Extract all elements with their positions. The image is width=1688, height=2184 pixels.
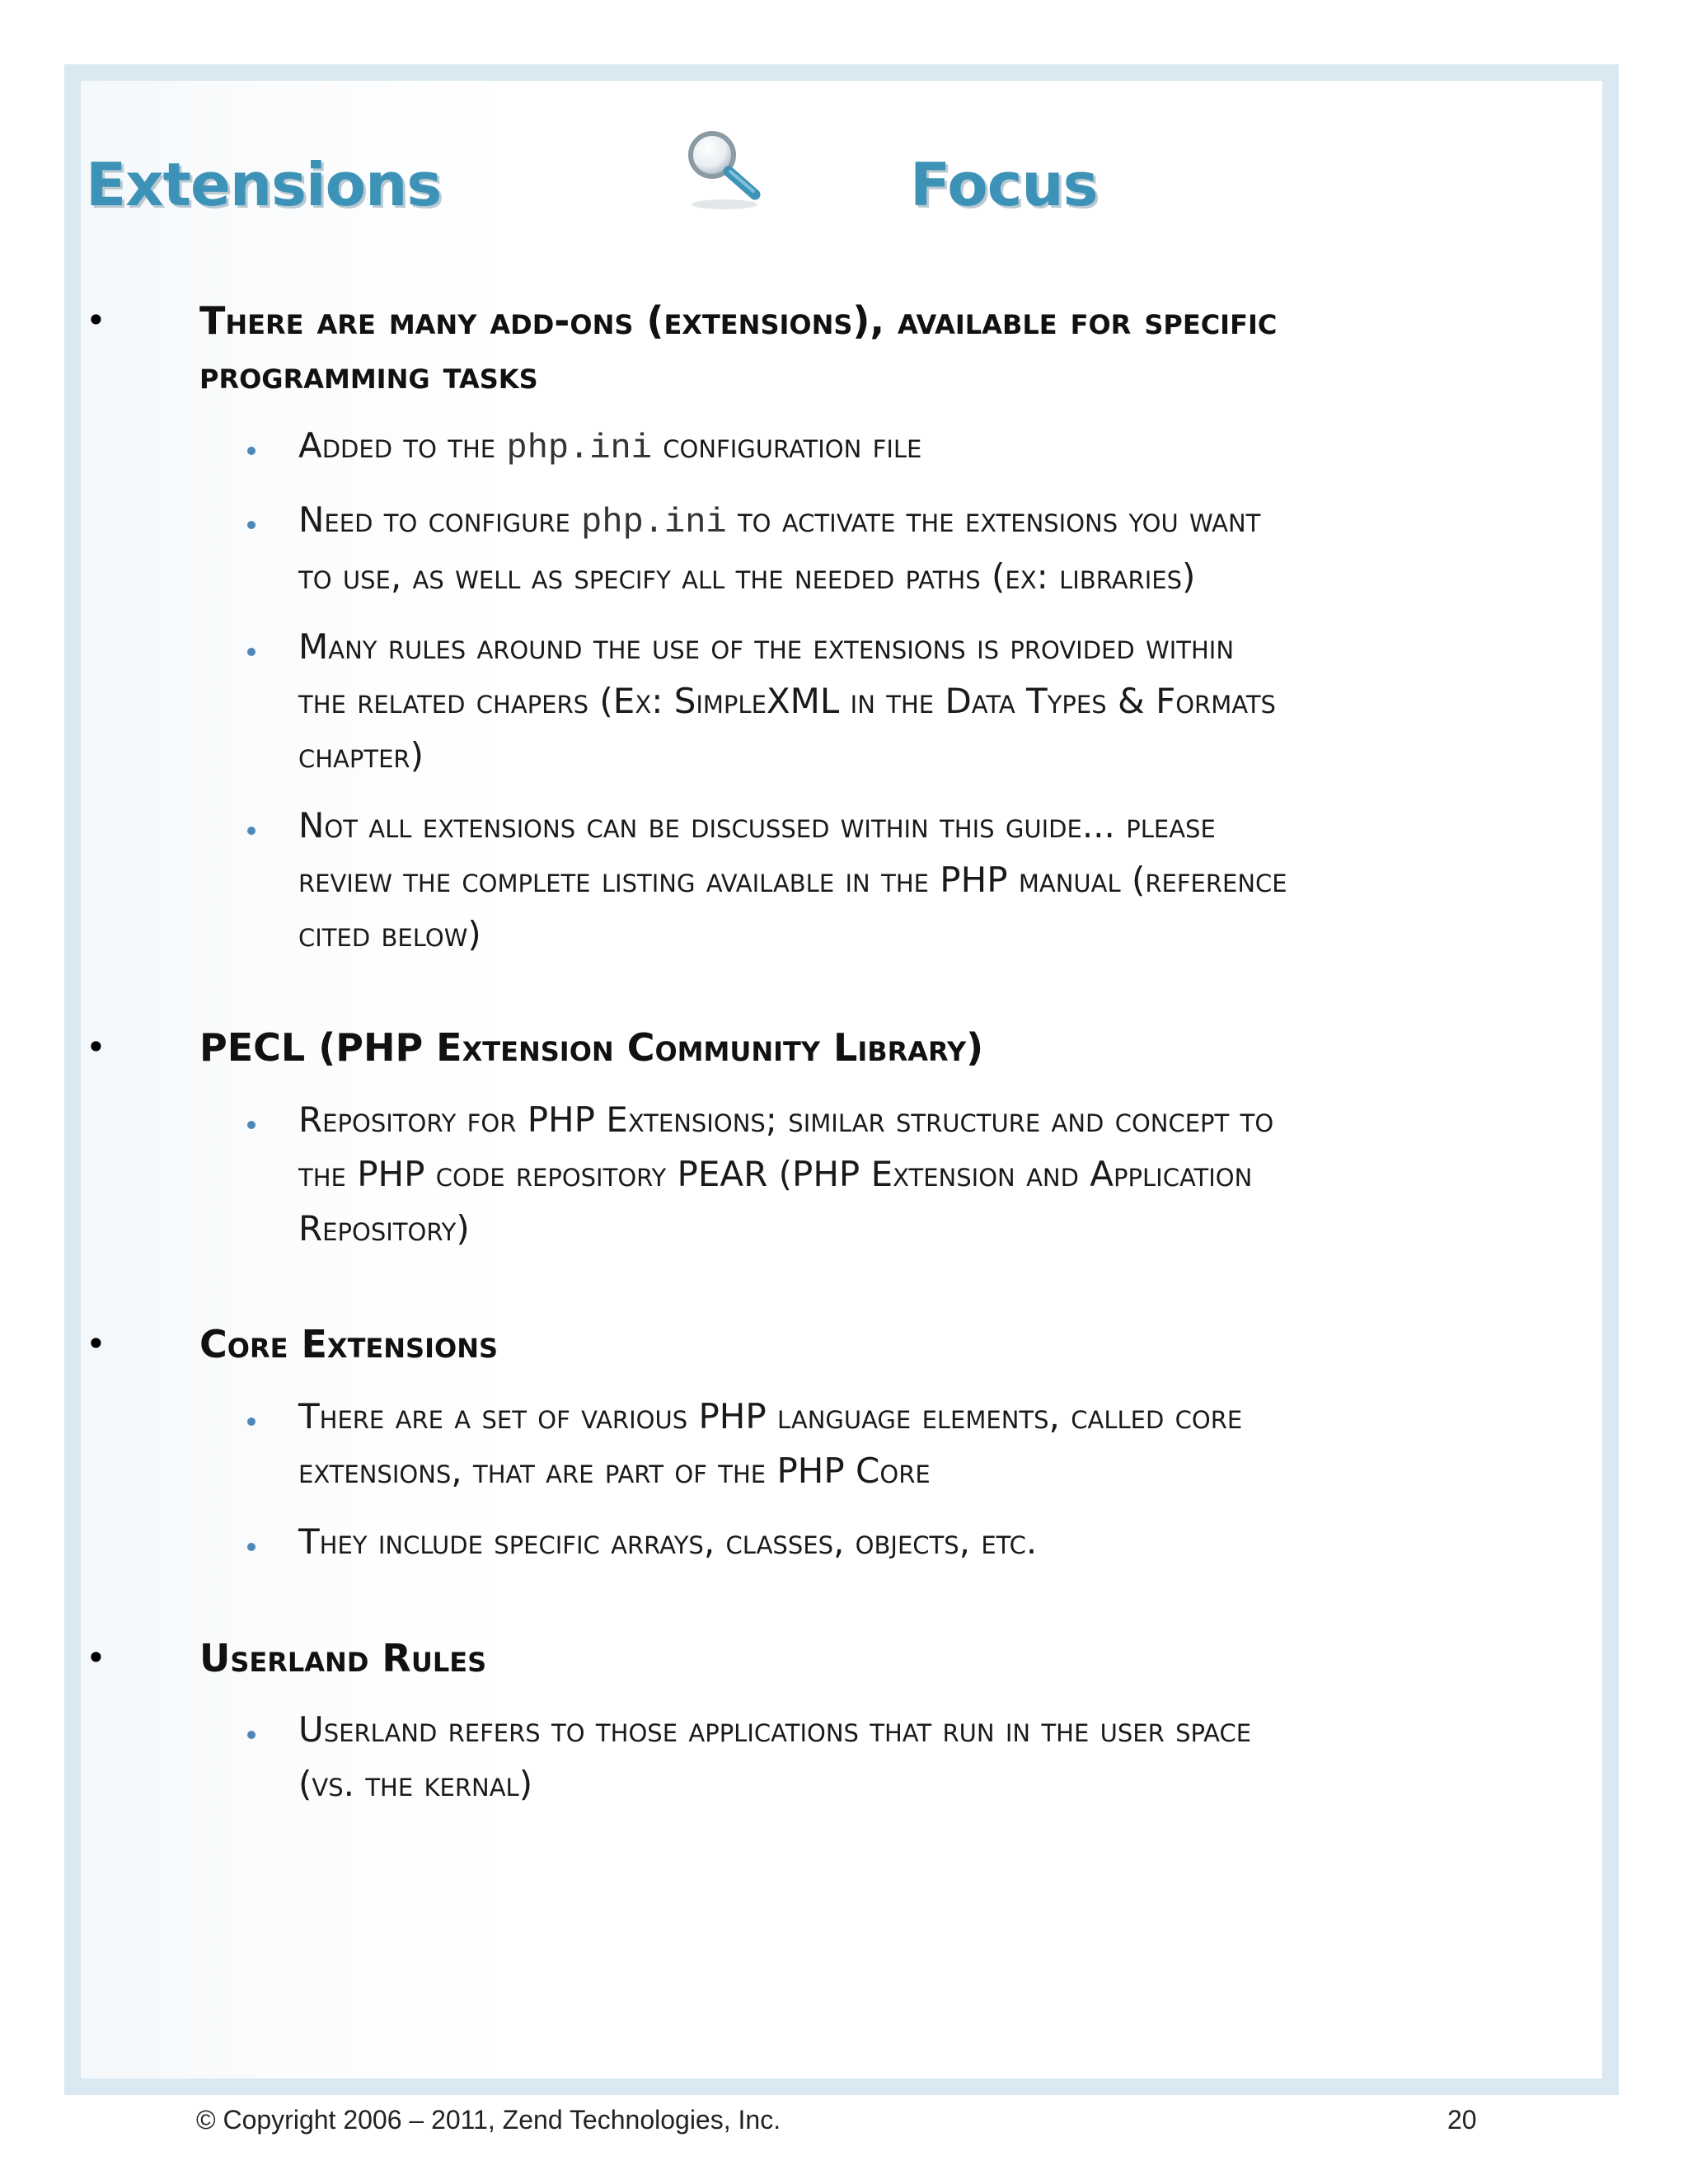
list-item [298, 620, 1584, 783]
text-line: review the complete listing available in the PHP manual (reference [298, 860, 1287, 900]
text-fragment: Need to configure [298, 499, 582, 540]
bullet-icon: • [86, 1027, 106, 1067]
section-heading-line: There are many add-ons (extensions), available for specific [199, 298, 1278, 343]
text-line: Userland refers to those applications that run in the user space [298, 1709, 1252, 1750]
bullet-icon: • [86, 1324, 106, 1364]
code-text: php.ini [581, 503, 727, 542]
sub-bullet-icon [247, 1731, 256, 1739]
text-line: Repository for PHP Extensions; similar structure and concept to [298, 1099, 1274, 1140]
text-line: There are a set of various PHP language elements, called core [298, 1396, 1243, 1436]
list-item [298, 1703, 1584, 1811]
text-line: to use, as well as specify all the needed paths (ex: libraries) [298, 556, 1196, 597]
text-fragment: to activate the extensions you want [726, 499, 1261, 540]
sub-bullet-icon [247, 1121, 256, 1129]
list-item [298, 1515, 1584, 1569]
list-item [298, 799, 1584, 962]
text-line: Not all extensions can be discussed within this guide... please [298, 805, 1216, 846]
list-item [298, 493, 1584, 604]
sub-bullet-icon [247, 648, 256, 656]
page-title-left: Extensions [86, 150, 442, 219]
code-text: php.ini [506, 429, 652, 468]
text-line: Repository) [298, 1208, 470, 1249]
text-line: chapter) [298, 735, 424, 776]
section-heading: PECL (PHP Extension Community Library) [199, 1025, 984, 1070]
text-line: the PHP code repository PEAR (PHP Extension and Application [298, 1154, 1253, 1194]
text-fragment: Added to the [298, 425, 507, 466]
text-line: They include specific arrays, classes, objects, etc. [298, 1521, 1038, 1562]
text-line: extensions, that are part of the PHP Core [298, 1451, 931, 1491]
list-item [298, 419, 1584, 476]
sub-bullet-icon [247, 1418, 256, 1426]
text-line: Many rules around the use of the extensions is provided within [298, 626, 1235, 667]
text-line: the related chapers (Ex: SimpleXML in the Data Types & Formats [298, 681, 1276, 721]
footer-copyright: © Copyright 2006 – 2011, Zend Technologies, Inc. [196, 2105, 781, 2135]
sub-bullet-icon [247, 1543, 256, 1551]
page-title-right: Focus [910, 150, 1098, 219]
text-fragment: configuration file [651, 425, 922, 466]
text-line: (vs. the kernal) [298, 1764, 533, 1804]
section-heading: Core Extensions [199, 1322, 499, 1366]
list-item [298, 1390, 1584, 1498]
sub-bullet-icon [247, 521, 256, 529]
text-line: cited below) [298, 914, 481, 954]
main-content [86, 0, 1536, 1896]
sub-bullet-icon [247, 447, 256, 455]
bullet-icon: • [86, 300, 106, 340]
section-heading [199, 293, 1551, 402]
page-number: 20 [1447, 2105, 1477, 2135]
section-heading-line: programming tasks [199, 353, 538, 397]
sub-bullet-icon [247, 827, 256, 835]
bullet-icon: • [86, 1638, 106, 1678]
list-item [298, 1093, 1584, 1256]
section-heading: Userland Rules [199, 1636, 487, 1680]
